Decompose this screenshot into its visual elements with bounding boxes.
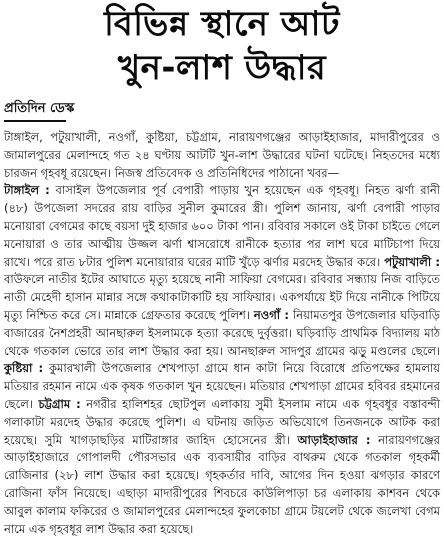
place-patuakhali: পটুয়াখালী : — [384, 254, 440, 269]
report-araihazar: নারায়ণগঞ্জের আড়াইহাজারে গোপালদী পৌরসভার এক ব্যবসায়ীর বাড়ির বাথরুম থেকে গতকাল গৃহকর্মী রোজিনার (২৮) লাশ উদ্ধার করা হয়েছে। গৃহকর্তার দাবি, আগের দিন হওয়া ঝগড়ার কারণে রোজিনা ফাঁস নিয়েছে। এছাড়া মাদারীপুরের শিবচরে কাউলিপাড়া চর এলাকায় কাশবন থেকে আবুল কালাম ফকিরের ও জামালপুরের মেলান্দহের ফুলকোচা গ্রামে টয়লেট থেকে জলেখা বেগম নামে এক গৃহবধূর লাশ উদ্ধার করা হয়েছে। — [4, 432, 440, 536]
headline-line-2: খুন-লাশ উদ্ধার — [117, 48, 327, 88]
report-kushtia: কুমারখালী উপজেলার শেখপাড়া গ্রামে ধান কাটা নিয়ে বিরোধে প্রতিপক্ষের হামলায় মতিয়ার রহমান নামে এক কৃষক গতকাল খুন হয়েছেন। মতিয়ার শেখপাড়া গ্রামের হবিবর রহমানের ছেলে। — [4, 361, 441, 411]
byline-underline — [4, 120, 66, 122]
article-body — [4, 129, 440, 538]
report-chattogram: নগরীর হালিশহর ছোটপুল এলাকায় সুমী ইসলাম নামে এক গৃহবধূর বস্তাবন্দী গলাকাটা মরদেহ উদ্ধার করেছে পুলিশ। এ ঘটনায় জড়িত অভিযোগে তিনজনকে আটক করা হয়েছে। সুমি খাগড়াছড়ির মাটিরাঙ্গার জাহিদ হোসেনের স্ত্রী। — [4, 396, 440, 447]
report-naogaon: নিয়ামতপুর উপজেলার ঘড়িবাড়ি বাজারের নৈশপ্রহরী আনছারুল ইসলামকে হত্যা করেছে দুর্বৃত্তরা। ঘড়িবাড়ি প্রাথমিক বিদ্যালয় মাঠ থেকে গতকাল ভোরে তার লাশ উদ্ধার করা হয়। আনছারুল সাদপুর গ্রামের ঝড়ু মণ্ডলের ছেলে। — [4, 307, 440, 358]
headline-line-1: বিভিন্ন স্থানে আট — [104, 4, 340, 44]
headline — [0, 2, 444, 90]
report-tangail: বাসাইল উপজেলার পূর্ব বেপারী পাড়ায় খুন হয়েছেন এক গৃহবধূ। নিহত ঝর্ণা রানী (৪৮) উপজেলা সদরের রায় বাড়ির সুনীল কুমারের স্ত্রী। পুলিশ জানায়, ঝর্ণা বেপারী পাড়ার মনোয়ারা বেগমের কাছে বয়সা দুই হাজার ৬০০ টাকা পান। রবিবার সকালে ওই টাকা চাইতে গেলে মনোয়ারা ও তার আত্মীয় উজ্জল ঝর্ণা শ্বাসরোধে রানীকে হত্যার পর লাশ ঘরে মাটিচাপা দিয়ে রাখে। পরে রাত ৮টার পুলিশ মনোয়ারার ঘরের মাটি খুঁড়ে ঝর্ণার মরদেহ উদ্ধার করে। — [4, 183, 441, 269]
place-kushtia: কুষ্টিয়া : — [4, 361, 44, 376]
place-araihazar: আড়াইহাজার : — [297, 432, 371, 447]
place-tangail: টাঙ্গাইল : — [4, 183, 50, 198]
place-naogaon: নওগাঁ : — [253, 307, 289, 322]
intro-paragraph: টাঙ্গাইল, পটুয়াখালী, নওগাঁ, কুষ্টিয়া, চট্টগ্রাম, নারায়ণগঞ্জের আড়াইহাজার, মাদারীপুরের ও জামালপুরের মেলান্দহে গত ২৪ ঘণ্টায় আটটি খুন-লাশ উদ্ধারের ঘটনা ঘটেছে। নিহতদের মধ্যে চারজন গৃহবধূ রয়েছেন। নিজস্ব প্রতিবেদক ও প্রতিনিধিদের পাঠানো খবর— — [4, 130, 440, 180]
news-paragraph — [4, 182, 440, 538]
report-patuakhali: বাউফলে নাতীর ইটের আঘাতে মৃত্যু হয়েছে নানী সাফিয়া বেগমের। রবিবার সন্ধ্যায় নিজ বাড়িতে নাতী মেহেদী হাসান মান্নার সঙ্গে কথাকাটাকাটি হয় সাফিয়ার। একপর্যায়ে ইট দিয়ে নানীকে পিটিয়ে মৃত্যু নিশ্চিত করে সে। মান্নাকে গ্রেফতার করেছে পুলিশ। — [4, 272, 440, 322]
byline: প্রতিদিন ডেস্ক — [4, 101, 75, 116]
place-chattogram: চট্টগ্রাম : — [38, 396, 81, 411]
